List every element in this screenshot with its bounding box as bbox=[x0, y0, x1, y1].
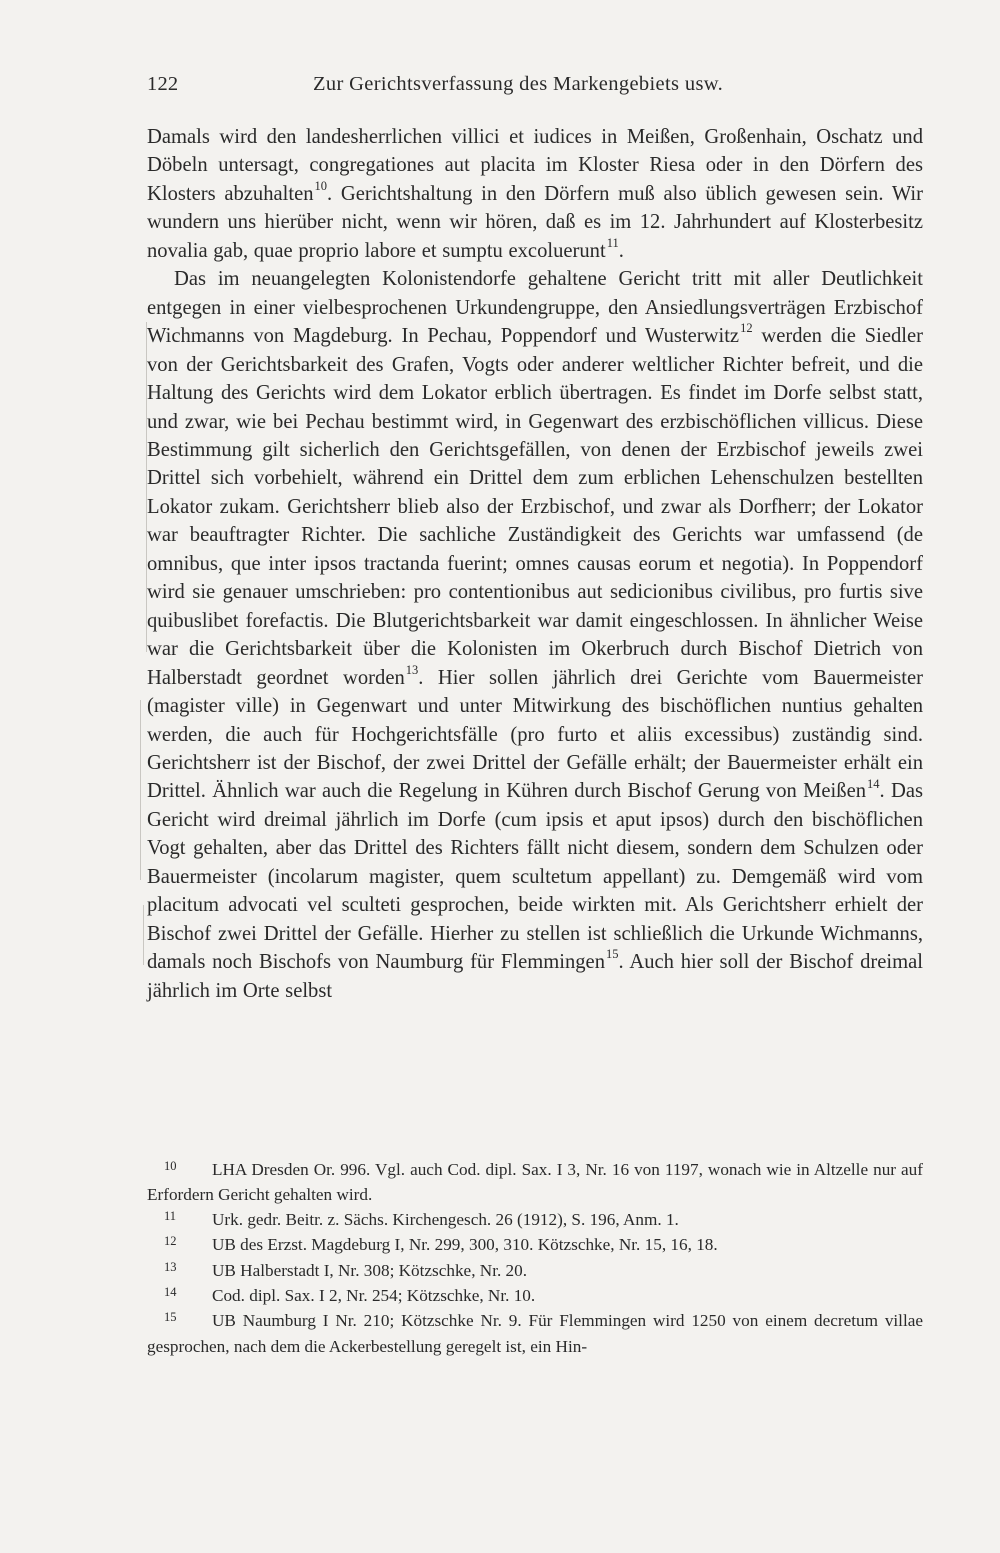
footnote bbox=[147, 1259, 923, 1284]
text-run: . Gerichtshaltung in den Dörfern muß also üblich gewesen sein. Wir wundern uns hierüber nicht, wenn wir hören, daß es im 12. Jahrhundert auf Klosterbesitz novalia gab, quae proprio labore et sumptu excoluerunt bbox=[147, 182, 924, 262]
scan-mark bbox=[146, 322, 147, 652]
body-paragraph bbox=[147, 265, 923, 1005]
text-run: . Das Gericht wird dreimal jährlich im Dorfe (cum ipsis et aput ipsos) durch den bischöflichen Vogt gehalten, aber das Drittel des Richters fällt nicht diesem, sondern dem Schulzen oder Bauermeister (incolarum magister, quem scultetum appellant) zu. Demgemäß wird vom placitum advocati vel sculteti gesprochen, beide wirkten mit. Als Gerichtsherr erhielt der Bischof zwei Drittel der Gefälle. Hierher zu stellen ist schließlich die Urkunde Wichmanns, damals noch Bischofs von Naumburg für Flemmingen bbox=[147, 780, 923, 974]
footnote bbox=[147, 1309, 923, 1359]
footnotes bbox=[147, 1158, 923, 1359]
footnote-text: Cod. dipl. Sax. I 2, Nr. 254; Kötzschke, Nr. 10. bbox=[212, 1286, 536, 1306]
footnote-number: 12 bbox=[164, 1234, 177, 1249]
footnote-text: Urk. gedr. Beitr. z. Sächs. Kirchengesch. 26 (1912), S. 196, Anm. 1. bbox=[212, 1209, 679, 1229]
footnote bbox=[147, 1233, 923, 1258]
text-run: Damals wird den landesherrlichen villici et iudices in Meißen, Großenhain, Oschatz und Döbeln untersagt, congregationes aut placita im Kloster Riesa oder in den Dörfern des Klosters abzuhalten bbox=[147, 126, 923, 205]
text-run: werden die Siedler von der Gerichtsbarkeit des Grafen, Vogts oder anderer weltlicher Richter befreit, und die Haltung des Gerichts wird dem Lokator erblich übertragen. Es findet im Dorfe selbst statt, und zwar, wie bei Pechau bestimmt wird, in Gegenwart des erzbischöflichen villicus. Diese Bestimmung gilt sicherlich den Gerichtsgefällen, von denen der Erzbischof jeweils zwei Drittel sich vorbehielt, während ein Drittel dem zum erblichen Lehenschulzen bestellten Lokator zukam. Gerichtsherr blieb also der Erzbischof, und zwar als Dorfherr; der Lokator war beauftragter Richter. Die sachliche Zuständigkeit des Gerichts war umfassend (de omnibus, que inter ipsos tractanda fuerint; omnes causas eorum et negotia). In Poppendorf wird sie genauer umschrieben: pro contentionibus aut sedicionibus civilibus, pro furtis sive quibuslibet forefactis. Die Blutgerichtsbarkeit war damit eingeschlossen. In ähnlicher Weise war die Gerichtsbarkeit über die Kolonisten im Okerbruch durch Bischof Dietrich von Halberstadt geordnet worden bbox=[147, 325, 923, 689]
body-paragraph bbox=[147, 123, 923, 265]
footnote-number: 10 bbox=[164, 1159, 177, 1173]
footnote-number: 11 bbox=[164, 1208, 177, 1223]
footnote-reference: 10 bbox=[314, 179, 328, 194]
footnote-reference: 14 bbox=[867, 776, 880, 791]
footnote-text: UB Halberstadt I, Nr. 308; Kötzschke, Nr. 20. bbox=[212, 1260, 528, 1280]
running-title: Zur Gerichtsverfassung des Markengebiets usw. bbox=[313, 73, 724, 95]
footnote-number: 14 bbox=[164, 1285, 177, 1300]
footnote-number: 15 bbox=[164, 1310, 177, 1325]
footnote-reference: 12 bbox=[740, 321, 753, 336]
page-number: 122 bbox=[147, 73, 179, 95]
main-text bbox=[147, 123, 923, 1005]
footnote bbox=[147, 1158, 923, 1208]
text-run: . Hier sollen jährlich drei Gerichte vom Bauermeister (magister ville) in Gegenwart und unter Mitwirkung des bischöflichen nuntius gehalten werden, die auch für Hochgerichtsfälle (pro furto et aliis excessibus) zuständig sind. Gerichtsherr ist der Bischof, der zwei Drittel der Gefälle erhält; der Bauermeister erhält ein Drittel. Ähnlich war auch die Regelung in Kühren durch Bischof Gerung von Meißen bbox=[147, 666, 923, 803]
footnote-text: LHA Dresden Or. 996. Vgl. auch Cod. dipl. Sax. I 3, Nr. 16 von 1197, wonach wie in Altzelle nur auf Erfordern Gericht gehalten wird. bbox=[147, 1160, 923, 1205]
text-run: . Auch hier soll der Bischof dreimal jährlich im Orte selbst bbox=[147, 951, 923, 1002]
text-run: . bbox=[618, 239, 624, 262]
footnote bbox=[147, 1208, 923, 1233]
footnote bbox=[147, 1284, 923, 1309]
footnote-reference: 13 bbox=[405, 662, 419, 677]
footnote-text: UB des Erzst. Magdeburg I, Nr. 299, 300, 310. Kötzschke, Nr. 15, 16, 18. bbox=[212, 1235, 718, 1255]
footnote-reference: 15 bbox=[606, 947, 619, 962]
footnote-reference: 11 bbox=[606, 235, 619, 250]
scan-mark bbox=[140, 700, 141, 880]
footnote-number: 13 bbox=[164, 1259, 177, 1274]
text-run: Das im neuangelegten Kolonistendorfe gehaltene Gericht tritt mit aller Deutlichkeit entgegen in einer vielbesprochenen Urkundengruppe, den Ansiedlungsverträgen Erzbischof Wichmanns von Magdeburg. In Pechau, Poppendorf und Wusterwitz bbox=[147, 268, 923, 348]
scan-mark bbox=[143, 905, 144, 965]
footnote-text: UB Naumburg I Nr. 210; Kötzschke Nr. 9. Für Flemmingen wird 1250 von einem decretum villae gesprochen, nach dem die Ackerbestellung geregelt ist, ein Hin- bbox=[147, 1311, 923, 1356]
